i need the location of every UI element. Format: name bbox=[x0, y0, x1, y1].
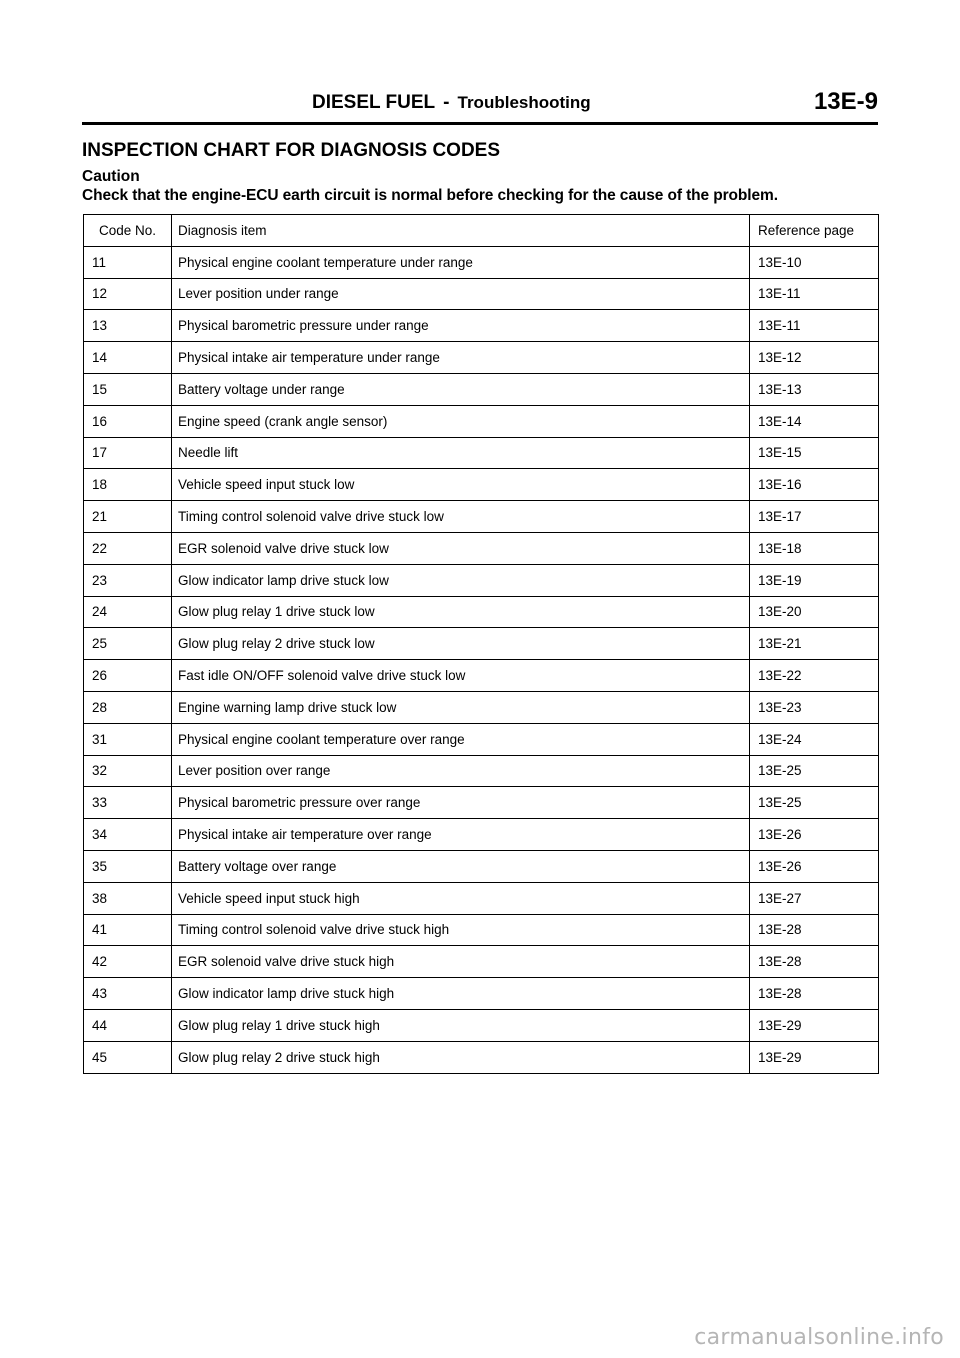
cell-ref: 13E-13 bbox=[750, 373, 879, 405]
cell-item: Timing control solenoid valve drive stuck high bbox=[172, 914, 750, 946]
cell-ref: 13E-21 bbox=[750, 628, 879, 660]
cell-item: Physical barometric pressure over range bbox=[172, 787, 750, 819]
cell-code: 25 bbox=[84, 628, 172, 660]
cell-item: Needle lift bbox=[172, 437, 750, 469]
caution-label: Caution bbox=[82, 168, 140, 185]
cell-ref: 13E-12 bbox=[750, 342, 879, 374]
cell-ref: 13E-27 bbox=[750, 882, 879, 914]
table-row bbox=[84, 755, 879, 787]
table-row bbox=[84, 564, 879, 596]
table-row bbox=[84, 405, 879, 437]
table-row bbox=[84, 691, 879, 723]
cell-item: Glow indicator lamp drive stuck high bbox=[172, 978, 750, 1010]
header-section: DIESEL FUEL bbox=[312, 92, 436, 113]
cell-code: 41 bbox=[84, 914, 172, 946]
cell-item: Engine speed (crank angle sensor) bbox=[172, 405, 750, 437]
table-row bbox=[84, 723, 879, 755]
cell-item: EGR solenoid valve drive stuck high bbox=[172, 946, 750, 978]
cell-item: Vehicle speed input stuck low bbox=[172, 469, 750, 501]
table-body bbox=[84, 246, 879, 1073]
table-row bbox=[84, 469, 879, 501]
cell-ref: 13E-14 bbox=[750, 405, 879, 437]
table-row bbox=[84, 819, 879, 851]
cell-item: Lever position over range bbox=[172, 755, 750, 787]
cell-ref: 13E-18 bbox=[750, 532, 879, 564]
table-row bbox=[84, 278, 879, 310]
cell-ref: 13E-28 bbox=[750, 978, 879, 1010]
cell-ref: 13E-19 bbox=[750, 564, 879, 596]
cell-item: EGR solenoid valve drive stuck low bbox=[172, 532, 750, 564]
cell-ref: 13E-26 bbox=[750, 819, 879, 851]
cell-item: Physical intake air temperature under range bbox=[172, 342, 750, 374]
cell-ref: 13E-24 bbox=[750, 723, 879, 755]
column-header-code: Code No. bbox=[84, 215, 172, 247]
table-header-row bbox=[84, 215, 879, 247]
table-row bbox=[84, 501, 879, 533]
table-row bbox=[84, 437, 879, 469]
header-title bbox=[312, 92, 591, 114]
page-title: INSPECTION CHART FOR DIAGNOSIS CODES bbox=[82, 140, 501, 161]
cell-code: 34 bbox=[84, 819, 172, 851]
diagnosis-code-table bbox=[83, 214, 879, 1074]
cell-item: Glow plug relay 2 drive stuck high bbox=[172, 1041, 750, 1073]
cell-ref: 13E-16 bbox=[750, 469, 879, 501]
cell-ref: 13E-29 bbox=[750, 1041, 879, 1073]
cell-ref: 13E-28 bbox=[750, 946, 879, 978]
table-row bbox=[84, 342, 879, 374]
table-row bbox=[84, 914, 879, 946]
cell-code: 12 bbox=[84, 278, 172, 310]
cell-ref: 13E-22 bbox=[750, 660, 879, 692]
column-header-ref: Reference page bbox=[750, 215, 879, 247]
cell-code: 31 bbox=[84, 723, 172, 755]
header-subsection: Troubleshooting bbox=[457, 93, 591, 112]
cell-item: Glow indicator lamp drive stuck low bbox=[172, 564, 750, 596]
cell-item: Physical barometric pressure under range bbox=[172, 310, 750, 342]
cell-item: Glow plug relay 2 drive stuck low bbox=[172, 628, 750, 660]
cell-item: Glow plug relay 1 drive stuck low bbox=[172, 596, 750, 628]
cell-ref: 13E-26 bbox=[750, 850, 879, 882]
table-row bbox=[84, 978, 879, 1010]
cell-code: 24 bbox=[84, 596, 172, 628]
cell-code: 33 bbox=[84, 787, 172, 819]
table-row bbox=[84, 596, 879, 628]
cell-ref: 13E-28 bbox=[750, 914, 879, 946]
cell-code: 35 bbox=[84, 850, 172, 882]
cell-ref: 13E-15 bbox=[750, 437, 879, 469]
cell-item: Engine warning lamp drive stuck low bbox=[172, 691, 750, 723]
cell-ref: 13E-29 bbox=[750, 1009, 879, 1041]
cell-code: 15 bbox=[84, 373, 172, 405]
cell-code: 22 bbox=[84, 532, 172, 564]
table-row bbox=[84, 787, 879, 819]
cell-item: Physical engine coolant temperature over range bbox=[172, 723, 750, 755]
cell-ref: 13E-11 bbox=[750, 278, 879, 310]
cell-ref: 13E-10 bbox=[750, 246, 879, 278]
cell-ref: 13E-17 bbox=[750, 501, 879, 533]
cell-code: 18 bbox=[84, 469, 172, 501]
table-row bbox=[84, 946, 879, 978]
cell-code: 32 bbox=[84, 755, 172, 787]
caution-text: Check that the engine-ECU earth circuit is normal before checking for the cause of the problem. bbox=[82, 187, 778, 204]
column-header-item: Diagnosis item bbox=[172, 215, 750, 247]
table-row bbox=[84, 310, 879, 342]
table-row bbox=[84, 660, 879, 692]
table-row bbox=[84, 882, 879, 914]
cell-code: 44 bbox=[84, 1009, 172, 1041]
cell-item: Fast idle ON/OFF solenoid valve drive stuck low bbox=[172, 660, 750, 692]
cell-code: 38 bbox=[84, 882, 172, 914]
page-number: 13E-9 bbox=[813, 88, 878, 115]
cell-code: 26 bbox=[84, 660, 172, 692]
table-row bbox=[84, 532, 879, 564]
cell-code: 43 bbox=[84, 978, 172, 1010]
cell-code: 45 bbox=[84, 1041, 172, 1073]
cell-item: Battery voltage under range bbox=[172, 373, 750, 405]
cell-item: Glow plug relay 1 drive stuck high bbox=[172, 1009, 750, 1041]
cell-item: Physical engine coolant temperature under range bbox=[172, 246, 750, 278]
cell-ref: 13E-25 bbox=[750, 755, 879, 787]
table-row bbox=[84, 1009, 879, 1041]
page-header bbox=[82, 88, 878, 125]
cell-item: Timing control solenoid valve drive stuck low bbox=[172, 501, 750, 533]
cell-ref: 13E-20 bbox=[750, 596, 879, 628]
table-row bbox=[84, 1041, 879, 1073]
cell-code: 17 bbox=[84, 437, 172, 469]
cell-code: 42 bbox=[84, 946, 172, 978]
cell-code: 28 bbox=[84, 691, 172, 723]
table-row bbox=[84, 850, 879, 882]
cell-ref: 13E-23 bbox=[750, 691, 879, 723]
cell-code: 13 bbox=[84, 310, 172, 342]
table-row bbox=[84, 373, 879, 405]
cell-code: 16 bbox=[84, 405, 172, 437]
cell-ref: 13E-25 bbox=[750, 787, 879, 819]
table-row bbox=[84, 628, 879, 660]
header-dash: - bbox=[443, 92, 450, 113]
cell-code: 23 bbox=[84, 564, 172, 596]
cell-code: 21 bbox=[84, 501, 172, 533]
cell-item: Battery voltage over range bbox=[172, 850, 750, 882]
cell-item: Vehicle speed input stuck high bbox=[172, 882, 750, 914]
cell-code: 11 bbox=[84, 246, 172, 278]
cell-item: Physical intake air temperature over range bbox=[172, 819, 750, 851]
table-row bbox=[84, 246, 879, 278]
cell-ref: 13E-11 bbox=[750, 310, 879, 342]
cell-code: 14 bbox=[84, 342, 172, 374]
cell-item: Lever position under range bbox=[172, 278, 750, 310]
watermark: carmanualsonline.info bbox=[694, 1325, 944, 1350]
